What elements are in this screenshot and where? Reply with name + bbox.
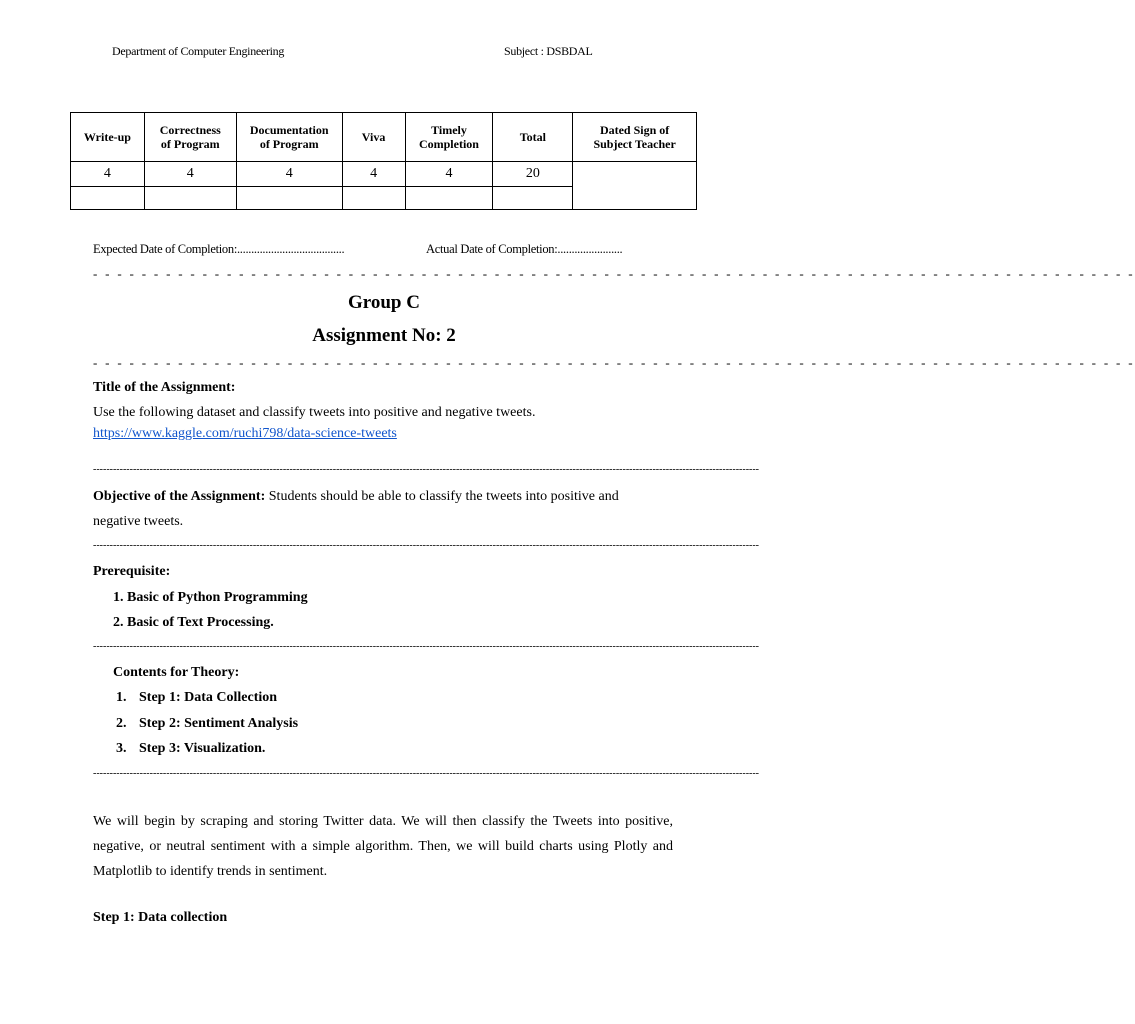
dashed-rule: - - - - - - - - - - - - - - - - - - - - - - - - - - - - - - - - - - - - - - - - - - - - - - - - - - - - - - - - - - - - - - - - - - - - - - - - - - - - - - - - - - - - - - [93, 266, 1135, 281]
objective-text: Students should be able to classify the tweets into positive and [265, 489, 619, 504]
col-header-correctness: Correctness of Program [144, 113, 236, 162]
theory-item-number: 3. [116, 741, 127, 756]
objective-heading: Objective of the Assignment: [93, 489, 266, 504]
marks-total: 20 [493, 162, 573, 187]
dataset-link[interactable]: https://www.kaggle.com/ruchi798/data-science-tweets [93, 426, 397, 441]
col-header-dated-sign: Dated Sign of Subject Teacher [573, 113, 697, 162]
col-header-viva: Viva [342, 113, 405, 162]
theory-item: Step 2: Sentiment Analysis [139, 716, 299, 731]
theory-item: Step 1: Data Collection [139, 690, 278, 705]
marks-correctness: 4 [144, 162, 236, 187]
objective-line [93, 489, 619, 505]
subject-label: Subject : DSBDAL [504, 44, 593, 58]
col-header-timely-completion: Timely Completion [405, 113, 493, 162]
prerequisite-heading: Prerequisite: [93, 564, 171, 579]
blank-cell [342, 187, 405, 210]
assignment-title: Assignment No: 2 [312, 325, 456, 346]
grade-table-header-row [71, 113, 697, 162]
theory-heading: Contents for Theory: [113, 665, 240, 680]
grade-table-marks-row [71, 162, 697, 187]
prerequisite-item: 2. Basic of Text Processing. [113, 615, 274, 630]
theory-item-number: 1. [116, 690, 127, 705]
col-header-write-up: Write-up [71, 113, 145, 162]
marks-documentation: 4 [236, 162, 342, 187]
theory-item-number: 2. [116, 716, 127, 731]
prerequisite-item: 1. Basic of Python Programming [113, 590, 308, 605]
blank-cell [236, 187, 342, 210]
marks-viva: 4 [342, 162, 405, 187]
blank-cell [71, 187, 145, 210]
group-title: Group C [348, 292, 420, 313]
dashed-rule: - - - - - - - - - - - - - - - - - - - - - - - - - - - - - - - - - - - - - - - - - - - - - - - - - - - - - - - - - - - - - - - - - - - - - - - - - - - - - - - - - - - - - - [93, 355, 1135, 370]
grade-table [70, 112, 697, 210]
hyphen-rule: -------------------------------------------------------------------------------------------------------------------------------------------------------------------------------------------------------- [93, 768, 760, 779]
hyphen-rule: -------------------------------------------------------------------------------------------------------------------------------------------------------------------------------------------------------- [93, 641, 760, 652]
actual-date-label: Actual Date of Completion:....................... [426, 242, 623, 256]
sign-cell [573, 162, 697, 210]
hyphen-rule: -------------------------------------------------------------------------------------------------------------------------------------------------------------------------------------------------------- [93, 464, 760, 475]
blank-cell [144, 187, 236, 210]
blank-cell [405, 187, 493, 210]
step1-heading: Step 1: Data collection [93, 910, 228, 925]
title-text: Use the following dataset and classify tweets into positive and negative tweets. [93, 405, 536, 420]
intro-paragraph: We will begin by scraping and storing Twitter data. We will then classify the Tweets into positive, negative, or neutral sentiment with a simple algorithm. Then, we will build charts using Plotly and Matplotlib to identify trends in sentiment. [93, 814, 673, 879]
theory-item: Step 3: Visualization. [139, 741, 266, 756]
hyphen-rule: -------------------------------------------------------------------------------------------------------------------------------------------------------------------------------------------------------- [93, 540, 760, 551]
department-label: Department of Computer Engineering [112, 44, 285, 58]
title-heading: Title of the Assignment: [93, 380, 236, 395]
col-header-total: Total [493, 113, 573, 162]
marks-write-up: 4 [71, 162, 145, 187]
col-header-documentation: Documentation of Program [236, 113, 342, 162]
blank-cell [493, 187, 573, 210]
marks-timely-completion: 4 [405, 162, 493, 187]
expected-date-label: Expected Date of Completion:...................................... [93, 242, 345, 256]
objective-text-cont: negative tweets. [93, 514, 184, 529]
